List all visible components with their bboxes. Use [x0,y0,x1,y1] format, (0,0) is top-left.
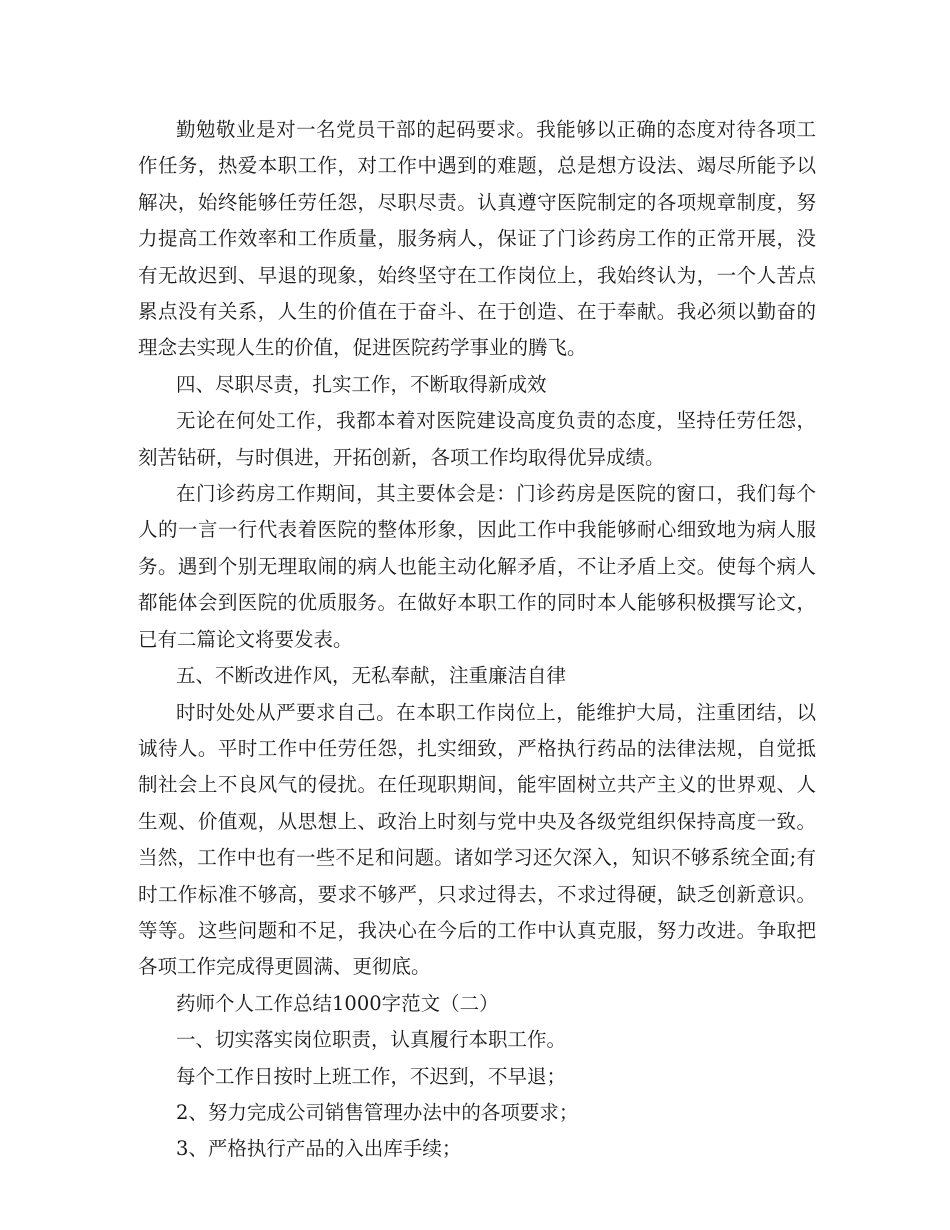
list-item: 3、严格执行产品的入出库手续； [176,1137,462,1161]
list-item: 每个工作日按时上班工作，不迟到，不早退； [176,1064,567,1088]
section-heading-1: 一、切实落实岗位职责，认真履行本职工作。 [176,1028,567,1052]
paragraph-self-discipline: 时时处处从严要求自己。在本职工作岗位上，能维护大局，注重团结，以诚待人。平时工作中任劳任怨，扎实细致，严格执行药品的法律法规，自觉抵制社会上不良风气的侵扰。在任现职期间，能牢固树立共产主义的世界观、人生观、价值观，从思想上、政治上时刻与党中央及各级党组织保持高度一致。当然，工作中也有一些不足和问题。诸如学习还欠深入，知识不够系统全面;有时工作标准不够高，要求不够严，只求过得去，不求过得硬，缺乏创新意识。等等。这些问题和不足，我决心在今后的工作中认真克服，努力改进。争取把各项工作完成得更圆满、更彻底。 [138,700,816,979]
paragraph-responsibility: 无论在何处工作，我都本着对医院建设高度负责的态度，坚持任劳任怨，刻苦钻研，与时俱进，开拓创新，各项工作均取得优异成绩。 [138,409,816,469]
paragraph-diligence: 勤勉敬业是对一名党员干部的起码要求。我能够以正确的态度对待各项工作任务，热爱本职工作，对工作中遇到的难题，总是想方设法、竭尽所能予以解决，始终能够任劳任怨，尽职尽责。认真遵守医院制定的各项规章制度，努力提高工作效率和工作质量，服务病人，保证了门诊药房工作的正常开展，没有无故迟到、早退的现象，始终坚守在工作岗位上，我始终认为，一个人苦点累点没有关系，人生的价值在于奋斗、在于创造、在于奉献。我必须以勤奋的理念去实现人生的价值，促进医院药学事业的腾飞。 [138,118,816,360]
section-heading-5: 五、不断改进作风，无私奉献，注重廉洁自律 [176,664,567,688]
paragraph-pharmacy-experience: 在门诊药房工作期间，其主要体会是：门诊药房是医院的窗口，我们每个人的一言一行代表着医院的整体形象，因此工作中我能够耐心细致地为病人服务。遇到个别无理取闹的病人也能主动化解矛盾，不让矛盾上交。使每个病人都能体会到医院的优质服务。在做好本职工作的同时本人能够积极撰写论文，已有二篇论文将要发表。 [138,482,816,651]
document-subtitle: 药师个人工作总结1000字范文（二） [176,991,499,1015]
document-body [138,112,816,1168]
section-heading-4: 四、尽职尽责，扎实工作，不断取得新成效 [176,372,547,396]
list-item: 2、努力完成公司销售管理办法中的各项要求； [176,1100,579,1124]
